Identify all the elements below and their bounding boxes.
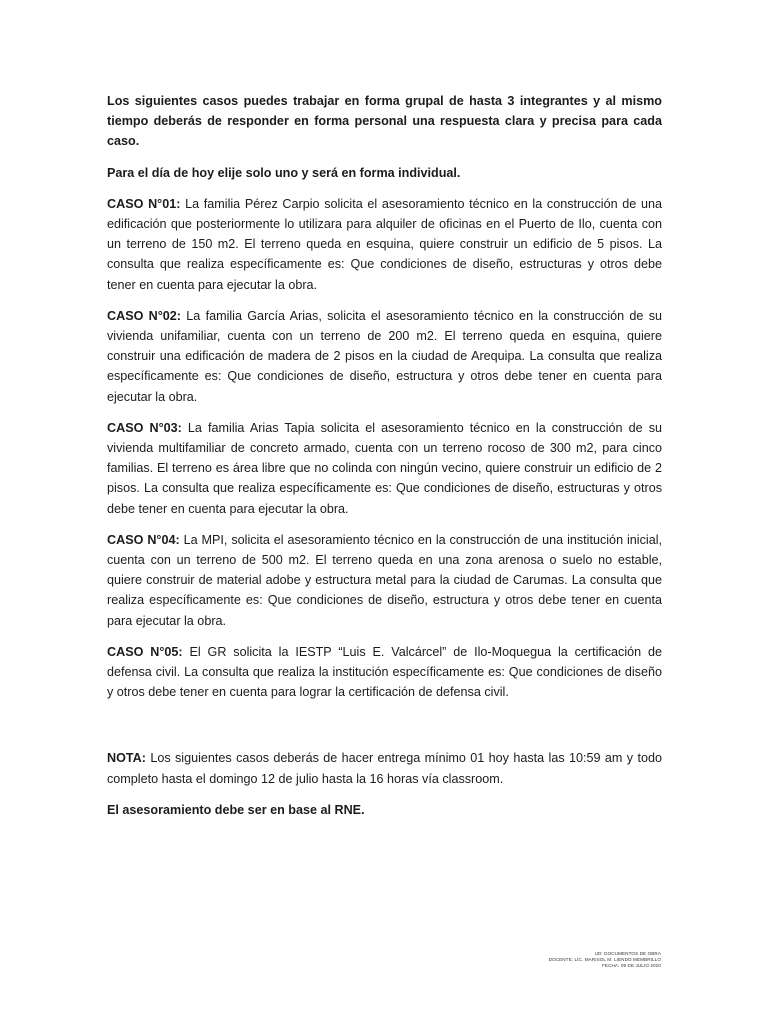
case-01-text: La familia Pérez Carpio solicita el asesoramiento técnico en la construcción de una edificación que posteriormente lo utilizara para alquiler de oficinas en el Puerto de Ilo, cuenta con un terreno de 150 m2. El terreno queda en esquina, quiere construir un edificio de 5 pisos. La consulta que realiza específicamente es: Que condiciones de diseño, estructuras y otros debe tener en cuenta para ejecutar la obra. xyxy=(107,196,663,292)
case-02-label: CASO N°02: xyxy=(107,308,182,323)
case-03-label: CASO N°03: xyxy=(107,420,182,435)
case-05-label: CASO N°05: xyxy=(107,644,183,659)
case-04-paragraph xyxy=(107,530,662,631)
today-instruction: Para el día de hoy elije solo uno y será en forma individual. xyxy=(107,165,461,180)
case-01-paragraph xyxy=(107,194,662,295)
closing-statement: El asesoramiento debe ser en base al RNE. xyxy=(107,802,365,817)
case-01-label: CASO N°01: xyxy=(107,196,181,211)
note-text: Los siguientes casos deberás de hacer entrega mínimo 01 hoy hasta las 10:59 am y todo completo hasta el domingo 12 de julio hasta la 16 horas vía classroom. xyxy=(107,751,662,786)
spacer xyxy=(107,713,662,748)
footer-date: FECHA: 09 DE JULIO 2020 xyxy=(602,963,661,969)
case-05-paragraph xyxy=(107,642,662,703)
footer-teacher: DOCENTE: LIC. MARISOL M. LIENDO MEMBRILLO xyxy=(548,957,661,963)
intro-paragraph: Los siguientes casos puedes trabajar en forma grupal de hasta 3 integrantes y al mismo tiempo deberás de responder en forma personal una respuesta clara y precisa para cada caso. xyxy=(107,94,662,149)
case-04-label: CASO N°04: xyxy=(107,532,180,547)
case-03-paragraph xyxy=(107,418,662,519)
footer-course: UD: DOCUMENTOS DE OBRA xyxy=(594,951,661,956)
case-02-paragraph xyxy=(107,306,662,407)
note-label: NOTA: xyxy=(107,751,146,766)
note-paragraph xyxy=(107,748,662,788)
case-03-text: La familia Arias Tapia solicita el asesoramiento técnico en la construcción de su vivienda multifamiliar de concreto armado, cuenta con un terreno rocoso de 300 m2, para cinco familias. El terreno es área libre que no colinda con ningún vecino, quiere construir un edificio de 2 pisos. La consulta que realiza específicamente es: Que condiciones de diseño, estructuras y otros debe tener en cuenta para ejecutar la obra. xyxy=(107,420,663,516)
case-02-text: La familia García Arias, solicita el asesoramiento técnico en la construcción de su vivienda unifamiliar, cuenta con un terreno de 200 m2. El terreno queda en esquina, quiere construir una edificación de madera de 2 pisos en la ciudad de Arequipa. La consulta que realiza específicamente es: Que condiciones de diseño, estructura y otros debe tener en cuenta para ejecutar la obra. xyxy=(107,308,663,404)
document-body xyxy=(107,91,662,831)
case-04-text: La MPI, solicita el asesoramiento técnico en la construcción de una institución inicial, cuenta con un terreno de 500 m2. El terreno queda en una zona arenosa o suelo no estable, quiere construir de material adobe y estructura metal para la ciudad de Carumas. La consulta que realiza específicamente es: Que condiciones de diseño, estructura y otros debe tener en cuenta para ejecutar la obra. xyxy=(107,532,662,628)
document-footer xyxy=(549,951,661,970)
case-05-text: El GR solicita la IESTP “Luis E. Valcárcel” de Ilo-Moquegua la certificación de defensa civil. La consulta que realiza la institución específicamente es: Que condiciones de diseño y otros debe tener en cuenta para lograr la certificación de defensa civil. xyxy=(107,644,663,700)
